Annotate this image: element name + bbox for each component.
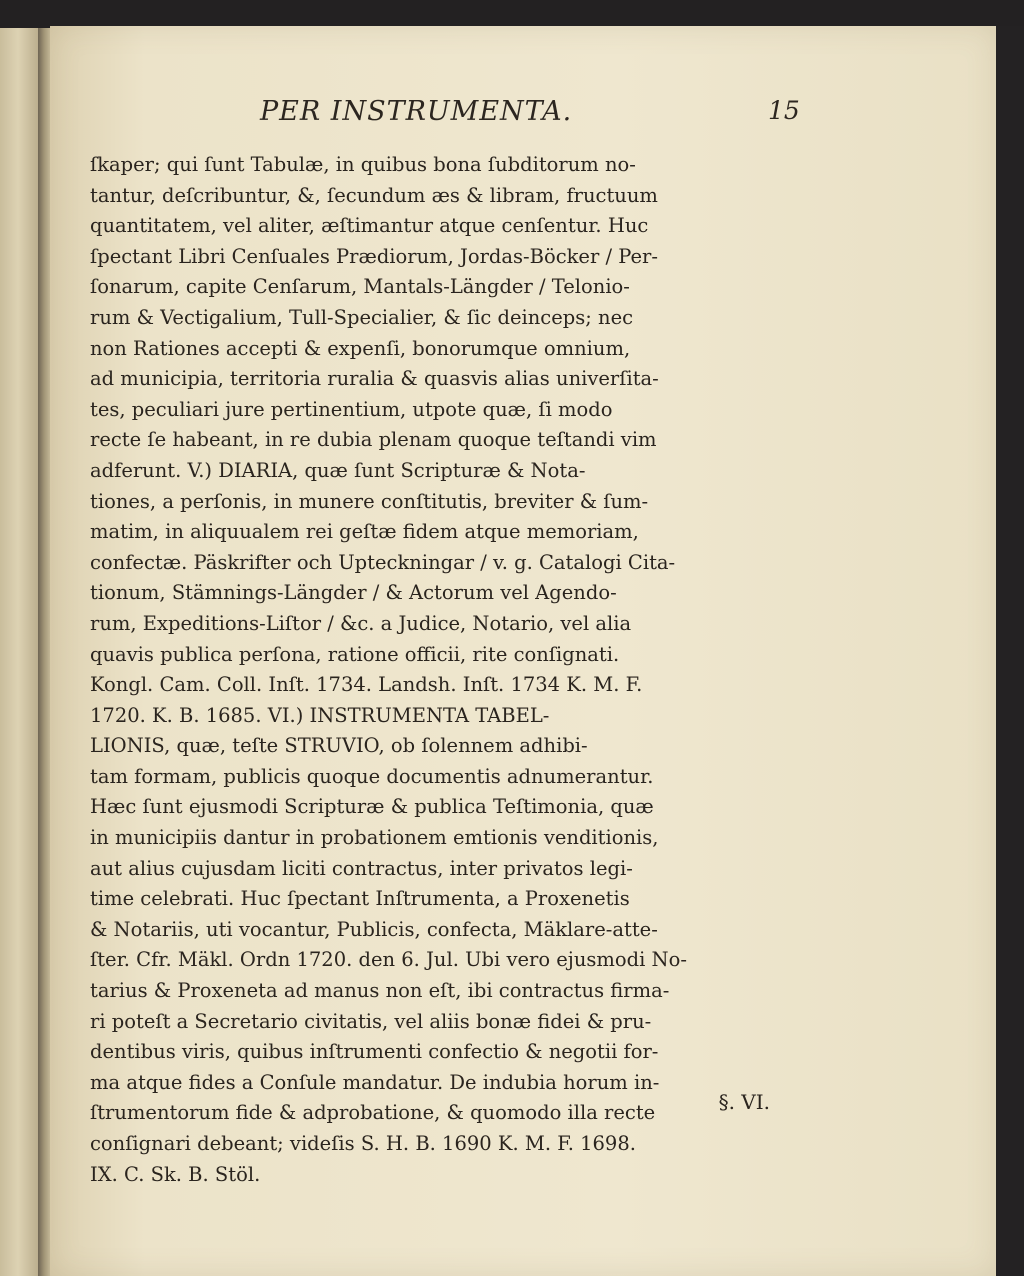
text-line: Kongl. Cam. Coll. Inſt. 1734. Landsh. Inſt. 1734 K. M. F. bbox=[90, 673, 643, 697]
page-number: 15 bbox=[768, 96, 800, 125]
text-line: conſignari debeant; videſis S. H. B. 1690 K. M. F. 1698. bbox=[90, 1132, 636, 1155]
text-line: confectæ. Päskrifter och Upteckningar / v. g. Catalogi Cita- bbox=[90, 550, 676, 574]
body-text bbox=[90, 150, 770, 1190]
text-line: aut alius cujusdam liciti contractus, inter privatos legi- bbox=[90, 856, 633, 880]
text-line: & Notariis, uti vocantur, Publicis, confecta, Mäklare-atte- bbox=[90, 917, 658, 941]
text-line: ſkaper; qui ſunt Tabulæ, in quibus bona ſubditorum no- bbox=[90, 153, 636, 176]
scan-edge bbox=[996, 26, 1024, 1276]
text-line: tarius & Proxeneta ad manus non eſt, ibi contractus firma- bbox=[90, 979, 670, 1003]
text-line: ri poteſt a Secretario civitatis, vel aliis bonæ fidei & pru- bbox=[90, 1009, 652, 1033]
text-line: quavis publica perſona, ratione officii, rite conſignati. bbox=[90, 642, 620, 666]
text-line: non Rationes accepti & expenſi, bonorumque omnium, bbox=[90, 336, 631, 360]
text-line: ſpectant Libri Cenſuales Prædiorum, Jordas-Böcker / Per- bbox=[90, 244, 658, 268]
text-line: tantur, deſcribuntur, &, ſecundum æs & libram, fructuum bbox=[90, 183, 658, 207]
text-line: ſtrumentorum fide & adprobatione, & quomodo illa recte bbox=[90, 1101, 656, 1125]
text-line: adferunt. V.) DIARIA, quæ ſunt Scripturæ & Nota- bbox=[90, 458, 586, 482]
text-line: quantitatem, vel aliter, æſtimantur atque cenſentur. Huc bbox=[90, 214, 649, 238]
text-line: tiones, a perſonis, in munere conſtitutis, breviter & ſum- bbox=[90, 489, 649, 513]
text-line: ad municipia, territoria ruralia & quasvis alias univerſita- bbox=[90, 367, 659, 391]
text-line: dentibus viris, quibus inſtrumenti confectio & negotii for- bbox=[90, 1040, 659, 1064]
text-line: IX. C. Sk. B. Stöl. bbox=[90, 1162, 261, 1186]
text-line: rum, Expeditions-Liſtor / &c. a Judice, Notario, vel alia bbox=[90, 611, 632, 635]
text-line: tes, peculiari jure pertinentium, utpote quæ, ſi modo bbox=[90, 397, 613, 421]
text-line: time celebrati. Huc ſpectant Inſtrumenta, a Proxenetis bbox=[90, 887, 630, 911]
page-header bbox=[50, 96, 996, 136]
text-line: matim, in aliquualem rei geſtæ fidem atque memoriam, bbox=[90, 520, 639, 544]
running-head: PER INSTRUMENTA. bbox=[260, 96, 573, 127]
text-line: tam formam, publicis quoque documentis adnumerantur. bbox=[90, 764, 654, 788]
text-line: ma atque fides a Conſule mandatur. De indubia horum in- bbox=[90, 1070, 660, 1094]
catchword: §. VI. bbox=[718, 1090, 770, 1114]
facing-page-edge bbox=[0, 28, 40, 1276]
text-line: ſter. Cfr. Mäkl. Ordn 1720. den 6. Jul. Ubi vero ejusmodi No- bbox=[90, 948, 687, 972]
text-line: tionum, Stämnings-Längder / & Actorum vel Agendo- bbox=[90, 581, 617, 605]
text-line: in municipiis dantur in probationem emtionis venditionis, bbox=[90, 826, 659, 850]
text-line: 1720. K. B. 1685. VI.) INSTRUMENTA TABEL- bbox=[90, 703, 550, 727]
text-line: ſonarum, capite Cenſarum, Mantals-Längder / Telonio- bbox=[90, 275, 630, 299]
text-line: rum & Vectigalium, Tull-Specialier, & ſic deinceps; nec bbox=[90, 305, 634, 329]
text-line: Hæc ſunt ejusmodi Scripturæ & publica Teſtimonia, quæ bbox=[90, 795, 654, 819]
text-line: LIONIS, quæ, teſte STRUVIO, ob ſolennem adhibi- bbox=[90, 734, 588, 758]
text-line: recte ſe habeant, in re dubia plenam quoque teſtandi vim bbox=[90, 428, 657, 452]
